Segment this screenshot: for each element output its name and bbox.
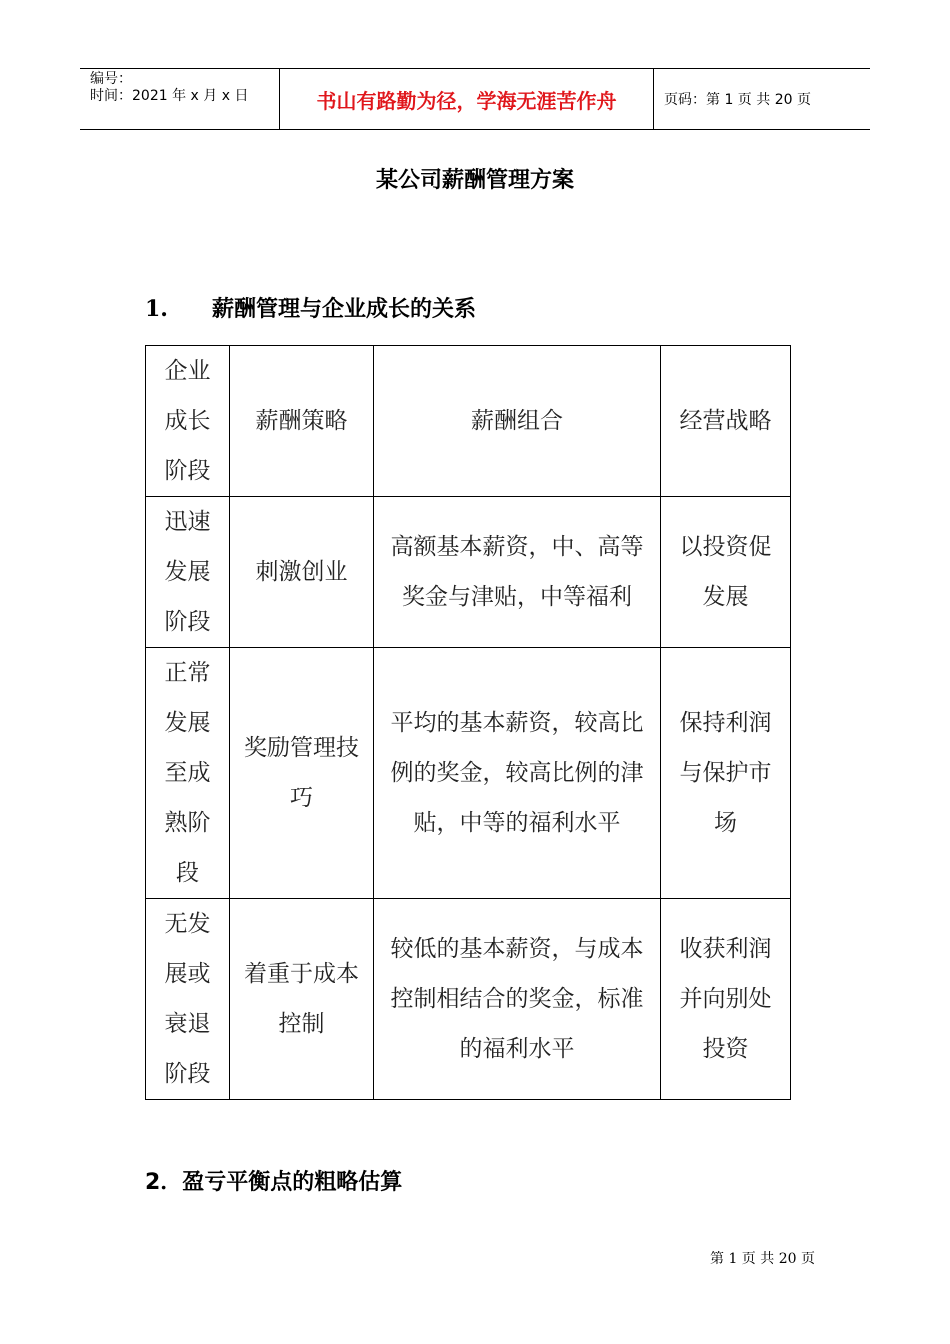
table-cell: 正常发展至成熟阶段 — [146, 648, 230, 899]
table-cell: 迅速发展阶段 — [146, 497, 230, 648]
header-page-label: 页码：第 1 页 共 20 页 — [664, 92, 811, 108]
section1-heading — [145, 292, 476, 323]
salary-stage-table — [145, 345, 791, 1100]
table-cell: 着重于成本控制 — [230, 899, 374, 1100]
header-motto: 书山有路勤为径，学海无涯苦作舟 — [280, 69, 654, 129]
section1-number: 1. — [145, 296, 168, 322]
table-row — [146, 648, 791, 899]
serial-label: 编号： — [90, 71, 132, 87]
page-footer: 第 1 页 共 20 页 — [710, 1251, 815, 1267]
header-meta — [80, 69, 280, 129]
table-header-cell: 企业成长阶段 — [146, 346, 230, 497]
table-row — [146, 899, 791, 1100]
table-cell: 以投资促发展 — [661, 497, 791, 648]
table-cell: 收获利润并向别处投资 — [661, 899, 791, 1100]
table-cell: 平均的基本薪资，较高比例的奖金，较高比例的津贴，中等的福利水平 — [374, 648, 661, 899]
table-cell: 奖励管理技巧 — [230, 648, 374, 899]
section2-heading: 2．盈亏平衡点的粗略估算 — [145, 1170, 403, 1195]
time-label: 时间：2021 年 x 月 x 日 — [90, 88, 249, 104]
table-header-row — [146, 346, 791, 497]
table-cell: 无发展或衰退阶段 — [146, 899, 230, 1100]
page-header — [80, 68, 870, 130]
table-header-cell: 经营战略 — [661, 346, 791, 497]
table-cell: 较低的基本薪资，与成本控制相结合的奖金，标准的福利水平 — [374, 899, 661, 1100]
table-header-cell: 薪酬策略 — [230, 346, 374, 497]
document-title: 某公司薪酬管理方案 — [375, 168, 574, 193]
table-cell: 高额基本薪资，中、高等奖金与津贴，中等福利 — [374, 497, 661, 648]
section1-title: 薪酬管理与企业成长的关系 — [212, 297, 477, 322]
table-cell: 保持利润与保护市场 — [661, 648, 791, 899]
table-header-cell: 薪酬组合 — [374, 346, 661, 497]
table-cell: 刺激创业 — [230, 497, 374, 648]
table-row — [146, 497, 791, 648]
